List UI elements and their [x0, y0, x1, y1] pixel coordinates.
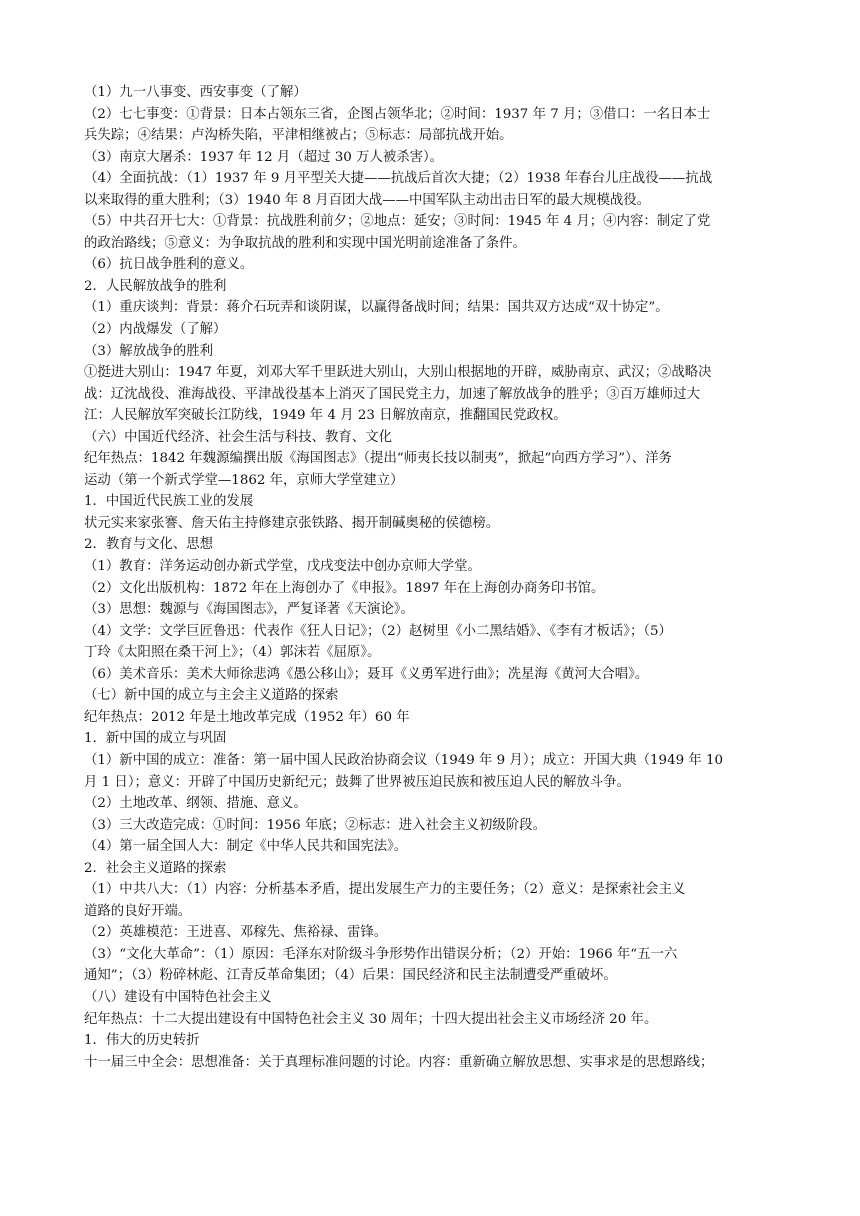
text-line: 江：人民解放军突破长江防线，1949 年 4 月 23 日解放南京，推翻国民党政权。: [84, 408, 567, 424]
text-line: 道路的良好开端。: [84, 903, 192, 919]
text-line: 的政治路线；⑤意义：为争取抗战的胜利和实现中国光明前途准备了条件。: [84, 235, 526, 251]
text-line: （2）七七事变：①背景：日本占领东三省，企图占领华北；②时间：1937 年 7 月；③借口：一名日本士: [84, 106, 711, 122]
chapter-heading: （六）中国近代经济、社会生活与科技、教育、文化: [84, 429, 392, 445]
text-line: （5）中共召开七大：①背景：抗战胜利前夕；②地点：延安；③时间：1945 年 4 月；④内容：制定了党: [84, 214, 711, 230]
chapter-heading: （八）建设有中国特色社会主义: [84, 989, 272, 1005]
text-line: （2）英雄模范：王进喜、邓稼先、焦裕禄、雷锋。: [84, 925, 388, 941]
text-line: 以来取得的重大胜利；（3）1940 年 8 月百团大战——中国军队主动出击日军的最大规模战役。: [84, 192, 651, 208]
text-line: 纪年热点：十二大提出建设有中国特色社会主义 30 周年；十四大提出社会主义市场经济 20 年。: [84, 1011, 658, 1027]
text-line: （1）九一八事变、西安事变（了解）: [84, 85, 307, 100]
text-line: （3）解放战争的胜利: [84, 343, 214, 359]
text-line: （3）“文化大革命”：（1）原因：毛泽东对阶级斗争形势作出错误分析；（2）开始：1966 年“五一六: [84, 946, 678, 962]
section-heading: 2．社会主义道路的探索: [84, 860, 227, 876]
text-line: （2）土地改革、纲领、措施、意义。: [84, 796, 307, 812]
text-line: （2）文化出版机构：1872 年在上海创办了《申报》。1897 年在上海创办商务印书馆。: [84, 580, 605, 596]
text-line: （1）新中国的成立：准备：第一届中国人民政治协商会议（1949 年 9 月）；成立：开国大典（1949 年 10: [84, 752, 724, 768]
text-line: （1）教育：洋务运动创办新式学堂，戊戌变法中创办京师大学堂。: [84, 559, 481, 575]
chapter-heading: （七）新中国的成立与主会主义道路的探索: [84, 688, 339, 704]
text-line: 通知”；（3）粉碎林彪、江青反革命集团；（4）后果：国民经济和民主法制遭受严重破坏。: [84, 968, 617, 984]
text-line: （3）南京大屠杀：1937 年 12 月（超过 30 万人被杀害）。: [84, 149, 444, 165]
text-line: ①挺进大别山：1947 年夏，刘邓大军千里跃进大别山，大别山根据地的开辟，威胁南京、武汉；②战略决: [84, 365, 712, 381]
text-line: （1）中共八大：（1）内容：分析基本矛盾，提出发展生产力的主要任务；（2）意义：是探索社会主义: [84, 882, 686, 898]
text-line: （4）第一届全国人大：制定《中华人民共和国宪法》。: [84, 839, 408, 855]
text-line: （2）内战爆发（了解）: [84, 322, 227, 338]
text-line: （6）美术音乐：美术大师徐悲鸿《愚公移山》；聂耳《义勇军进行曲》；冼星海《黄河大合唱》。: [84, 666, 649, 682]
section-heading: 1．伟大的历史转折: [84, 1033, 200, 1049]
text-line: （4）全面抗战：（1）1937 年 9 月平型关大捷——抗战后首次大捷；（2）1938 年春台儿庄战役——抗战: [84, 171, 713, 187]
text-line: （6）抗日战争胜利的意义。: [84, 257, 254, 273]
text-line: 运动（第一个新式学堂—1862 年，京师大学堂建立）: [84, 472, 404, 488]
section-heading: 1．中国近代民族工业的发展: [84, 494, 254, 510]
text-line: 十一届三中全会：思想准备：关于真理标准问题的讨论。内容：重新确立解放思想、实事求是的思想路线；: [84, 1054, 714, 1070]
text-line: 状元实来家张謇、詹天佑主持修建京张铁路、揭开制碱奥秘的侯德榜。: [84, 515, 500, 531]
text-line: （3）三大改造完成：①时间：1956 年底；②标志：进入社会主义初级阶段。: [84, 817, 546, 833]
section-heading: 2．人民解放战争的胜利: [84, 278, 227, 294]
text-line: （3）思想：魏源与《海国图志》，严复译著《天演论》。: [84, 602, 414, 618]
text-line: 纪年热点：2012 年是土地改革完成（1952 年）60 年: [84, 709, 410, 725]
section-heading: 2．教育与文化、思想: [84, 537, 214, 553]
section-heading: 1．新中国的成立与巩固: [84, 731, 227, 747]
text-line: 纪年热点：1842 年魏源编撰出版《海国图志》（提出“师夷长技以制夷”，掀起“向西方学习”）、洋务: [84, 451, 672, 467]
text-line: 丁玲《太阳照在桑干河上》；（4）郭沫若《屈原》。: [84, 645, 381, 661]
text-line: （1）重庆谈判：背景：蒋介石玩弄和谈阴谋，以赢得备战时间；结果：国共双方达成“双十协定”。: [84, 300, 669, 316]
text-line: 月 1 日）；意义：开辟了中国历史新纪元；鼓舞了世界被压迫民族和被压迫人民的解放斗争。: [84, 774, 630, 790]
text-line: 战：辽沈战役、淮海战役、平津战役基本上消灭了国民党主力，加速了解放战争的胜乎；③百万雄师过大: [84, 386, 700, 402]
text-line: （4）文学：文学巨匠鲁迅：代表作《狂人日记》；（2）赵树里《小二黑结婚》、《李有才板话》；（5）: [84, 623, 672, 639]
text-line: 兵失踪；④结果：卢沟桥失陷，平津相继被占；⑤标志：局部抗战开始。: [84, 128, 513, 144]
